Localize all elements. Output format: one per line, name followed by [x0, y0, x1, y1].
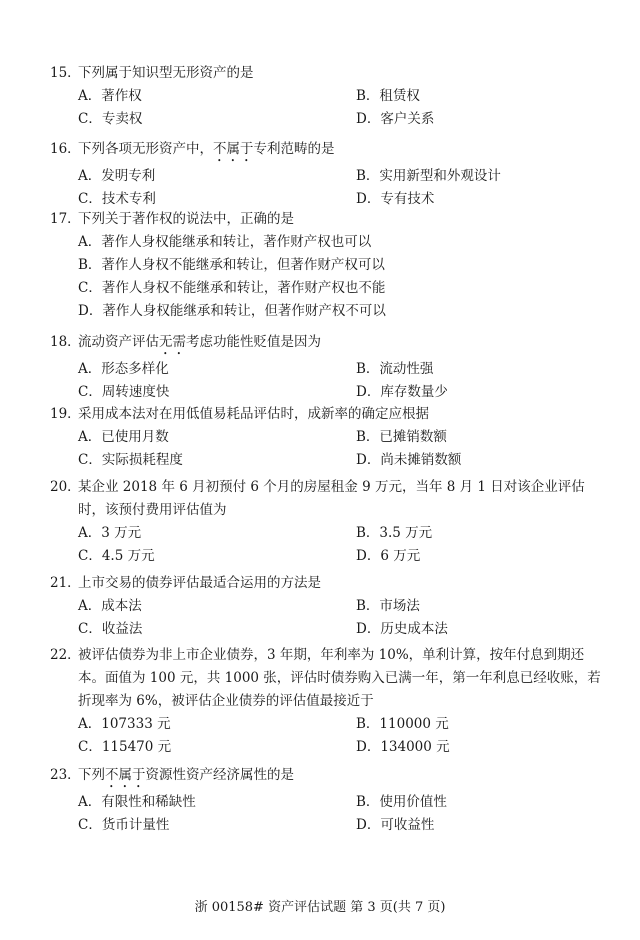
option-d: D．历史成本法: [356, 621, 448, 637]
stem-part: 下列: [78, 767, 105, 783]
question-16: [50, 138, 610, 211]
question-stem: 采用成本法对在用低值易耗品评估时，成新率的确定应根据: [78, 406, 429, 422]
stem-part: 下列各项无形资产中，: [78, 141, 213, 157]
option-c: C．货币计量性: [78, 817, 170, 833]
question-number: 16．: [50, 141, 81, 157]
option-a: A．著作人身权能继承和转让，著作财产权也可以: [78, 234, 372, 250]
option-d: D．可收益性: [356, 817, 435, 833]
option-a: A．有限性和稀缺性: [78, 794, 196, 810]
option-b: B．流动性强: [356, 361, 434, 377]
option-c: C．实际损耗程度: [78, 452, 183, 468]
question-stem: 某企业 2018 年 6 月初预付 6 个月的房屋租金 9 万元，当年 8 月 1 日对该企业评估时，该预付费用评估值为: [78, 479, 585, 518]
option-d: D．134000 元: [356, 739, 450, 755]
option-c: C．115470 元: [78, 739, 172, 755]
question-number: 19．: [50, 406, 81, 422]
option-b: B．市场法: [356, 598, 420, 614]
question-22: [50, 644, 610, 759]
option-a: A．成本法: [78, 598, 142, 614]
option-c: C．著作人身权不能继承和转让，著作财产权也不能: [78, 280, 386, 296]
option-c: C．收益法: [78, 621, 143, 637]
option-d: D．库存数量少: [356, 384, 448, 400]
option-a: A．3 万元: [78, 525, 142, 541]
option-a: A．著作权: [78, 88, 142, 104]
question-17: [50, 208, 610, 323]
question-21: [50, 572, 610, 641]
option-a: A．107333 元: [78, 716, 171, 732]
option-a: A．形态多样化: [78, 361, 169, 377]
question-number: 17．: [50, 211, 81, 227]
option-c: C．周转速度快: [78, 384, 170, 400]
question-stem: 上市交易的债券评估最适合运用的方法是: [78, 575, 321, 591]
question-number: 15．: [50, 65, 81, 81]
question-15: [50, 62, 610, 131]
option-b: B．使用价值性: [356, 794, 447, 810]
option-c: C．技术专利: [78, 191, 156, 207]
question-18: [50, 331, 610, 404]
emphasized-text: 不属于: [213, 141, 254, 157]
option-b: B．已摊销数额: [356, 429, 447, 445]
question-stem: [78, 138, 610, 165]
question-number: 18．: [50, 334, 81, 350]
question-stem: 被评估债券为非上市企业债券，3 年期，年利率为 10%，单利计算，按年付息到期还本。面值为 100 元，共 1000 张，评估时债券购入已满一年，第一年利息已经收账，若折现率为 6%，被评估企业债券的评估值最接近于: [78, 647, 601, 709]
question-number: 21．: [50, 575, 81, 591]
question-number: 23．: [50, 767, 81, 783]
option-a: A．已使用月数: [78, 429, 169, 445]
page-footer: 浙 00158# 资产评估试题 第 3 页(共 7 页): [194, 900, 446, 915]
option-b: B．租赁权: [356, 88, 420, 104]
option-d: D．尚未摊销数额: [356, 452, 462, 468]
question-stem: [78, 331, 610, 358]
option-d: D．专有技术: [356, 191, 435, 207]
question-stem: [78, 764, 610, 791]
stem-part: 流动资产评估: [78, 334, 159, 350]
question-20: [50, 476, 610, 568]
stem-part: 考虑功能性贬值是因为: [186, 334, 321, 350]
option-b: B．110000 元: [356, 716, 449, 732]
option-a: A．发明专利: [78, 168, 156, 184]
option-b: B．著作人身权不能继承和转让，但著作财产权可以: [78, 257, 385, 273]
question-number: 20．: [50, 479, 81, 495]
option-b: B．3.5 万元: [356, 525, 433, 541]
stem-part: 专利范畴的是: [253, 141, 335, 157]
option-d: D．著作人身权能继承和转让，但著作财产权不可以: [78, 303, 386, 319]
question-stem: 下列属于知识型无形资产的是: [78, 65, 254, 81]
stem-part: 资源性资产经济属性的是: [145, 767, 294, 783]
option-d: D．6 万元: [356, 548, 421, 564]
option-c: C．专卖权: [78, 111, 143, 127]
option-b: B．实用新型和外观设计: [356, 168, 501, 184]
question-stem: 下列关于著作权的说法中，正确的是: [78, 211, 294, 227]
question-23: [50, 764, 610, 837]
question-number: 22．: [50, 647, 81, 663]
option-c: C．4.5 万元: [78, 548, 155, 564]
emphasized-text: 不属于: [105, 767, 146, 783]
emphasized-text: 无需: [159, 334, 186, 350]
option-d: D．客户关系: [356, 111, 435, 127]
question-19: [50, 403, 610, 472]
